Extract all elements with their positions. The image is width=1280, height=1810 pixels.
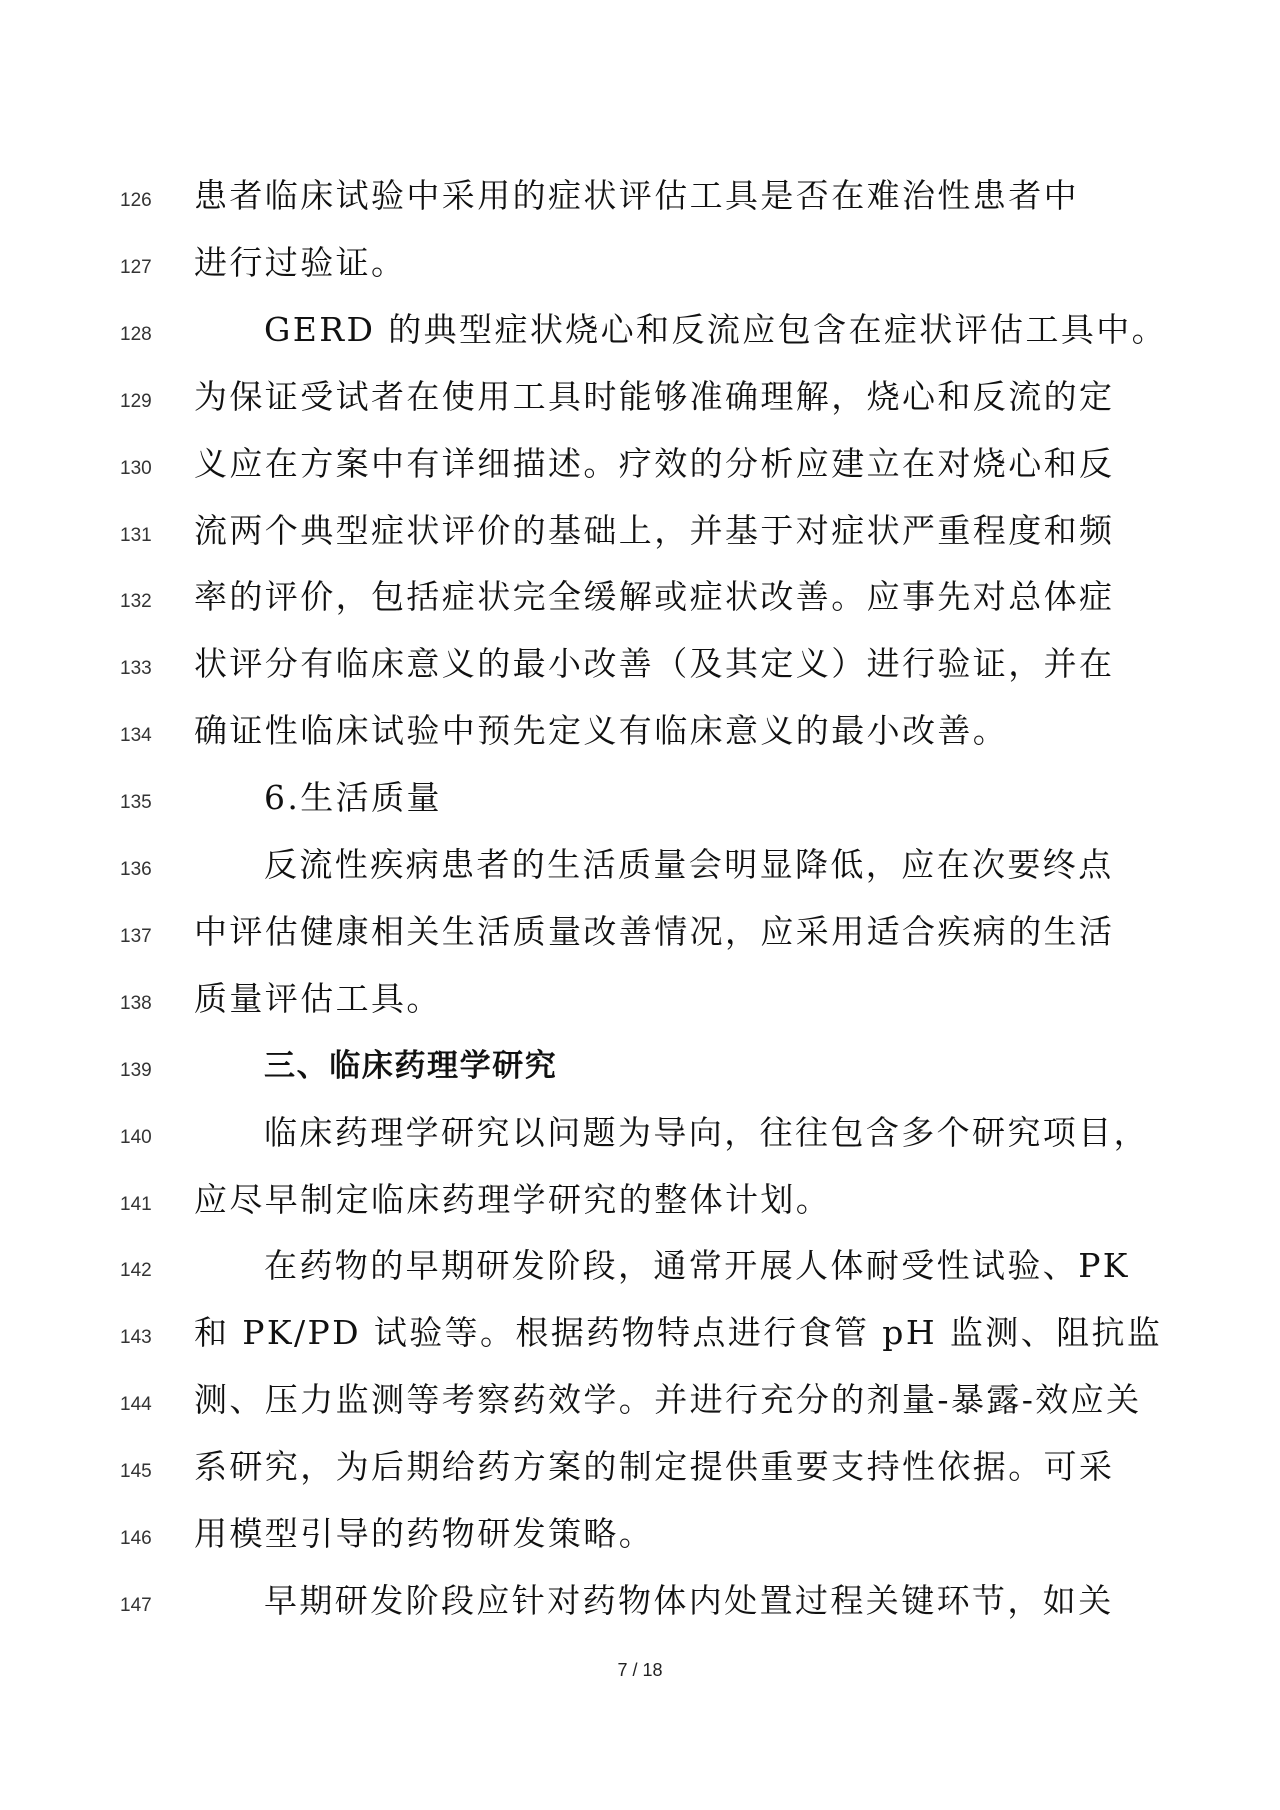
- document-line: [0, 910, 1280, 977]
- line-text: 流两个典型症状评价的基础上，并基于对症状严重程度和频: [194, 511, 1115, 550]
- line-number: 142: [120, 1260, 152, 1281]
- line-number: 137: [120, 926, 152, 947]
- line-text: 临床药理学研究以问题为导向，往往包含多个研究项目，: [264, 1113, 1149, 1152]
- line-number: 144: [120, 1394, 152, 1415]
- line-text: 6.生活质量: [264, 778, 442, 817]
- document-line: [0, 1178, 1280, 1245]
- section-heading: 三、临床药理学研究: [264, 1048, 558, 1084]
- line-text: 测、压力监测等考察药效学。并进行充分的剂量-暴露-效应关: [194, 1380, 1142, 1419]
- line-text: 进行过验证。: [194, 243, 407, 282]
- document-line: [0, 843, 1280, 910]
- line-text: 率的评价，包括症状完全缓解或症状改善。应事先对总体症: [194, 577, 1115, 616]
- document-line: [0, 174, 1280, 241]
- document-line: [0, 375, 1280, 442]
- line-text: 为保证受试者在使用工具时能够准确理解，烧心和反流的定: [194, 377, 1115, 416]
- line-number: 147: [120, 1595, 152, 1616]
- document-line: [0, 1579, 1280, 1646]
- line-text: 早期研发阶段应针对药物体内处置过程关键环节，如关: [264, 1581, 1114, 1620]
- line-number: 130: [120, 458, 152, 479]
- line-text: 和 PK/PD 试验等。根据药物特点进行食管 pH 监测、阻抗监: [194, 1313, 1163, 1352]
- line-text: 在药物的早期研发阶段，通常开展人体耐受性试验、PK: [264, 1246, 1130, 1285]
- line-number: 135: [120, 792, 152, 813]
- document-line: [0, 241, 1280, 308]
- line-text: 状评分有临床意义的最小改善（及其定义）进行验证，并在: [194, 644, 1115, 683]
- line-number: 134: [120, 725, 152, 746]
- page-number: 7 / 18: [617, 1660, 663, 1680]
- document-line: [0, 776, 1280, 843]
- line-number: 141: [120, 1194, 152, 1215]
- line-number: 138: [120, 993, 152, 1014]
- document-line: [0, 642, 1280, 709]
- line-text: 系研究，为后期给药方案的制定提供重要支持性依据。可采: [194, 1447, 1115, 1486]
- line-number: 129: [120, 391, 152, 412]
- document-line: [0, 1445, 1280, 1512]
- line-number: 145: [120, 1461, 152, 1482]
- line-text: 应尽早制定临床药理学研究的整体计划。: [194, 1180, 832, 1219]
- document-line: [0, 308, 1280, 375]
- line-text: 中评估健康相关生活质量改善情况，应采用适合疾病的生活: [194, 912, 1115, 951]
- document-line: [0, 1311, 1280, 1378]
- line-number: 133: [120, 658, 152, 679]
- line-number: 128: [120, 324, 152, 345]
- document-line: [0, 575, 1280, 642]
- line-text: 质量评估工具。: [194, 979, 442, 1018]
- line-number: 143: [120, 1327, 152, 1348]
- line-text: 反流性疾病患者的生活质量会明显降低，应在次要终点: [264, 845, 1114, 884]
- line-number: 140: [120, 1127, 152, 1148]
- line-text: 义应在方案中有详细描述。疗效的分析应建立在对烧心和反: [194, 444, 1115, 483]
- line-text: 用模型引导的药物研发策略。: [194, 1514, 655, 1553]
- document-line: [0, 977, 1280, 1044]
- line-number: 126: [120, 190, 152, 211]
- line-number: 127: [120, 257, 152, 278]
- document-line: [0, 442, 1280, 509]
- document-line: [0, 1378, 1280, 1445]
- document-line: [0, 1111, 1280, 1178]
- document-line: [0, 1044, 1280, 1111]
- line-number: 146: [120, 1528, 152, 1549]
- line-text: 确证性临床试验中预先定义有临床意义的最小改善。: [194, 711, 1009, 750]
- document-line: [0, 709, 1280, 776]
- line-text: GERD 的典型症状烧心和反流应包含在症状评估工具中。: [264, 310, 1168, 349]
- document-line: [0, 1244, 1280, 1311]
- line-number: 131: [120, 525, 152, 546]
- line-text: 患者临床试验中采用的症状评估工具是否在难治性患者中: [194, 176, 1079, 215]
- document-line: [0, 1512, 1280, 1579]
- line-number: 136: [120, 859, 152, 880]
- line-number: 132: [120, 591, 152, 612]
- line-number: 139: [120, 1060, 152, 1081]
- document-line: [0, 509, 1280, 576]
